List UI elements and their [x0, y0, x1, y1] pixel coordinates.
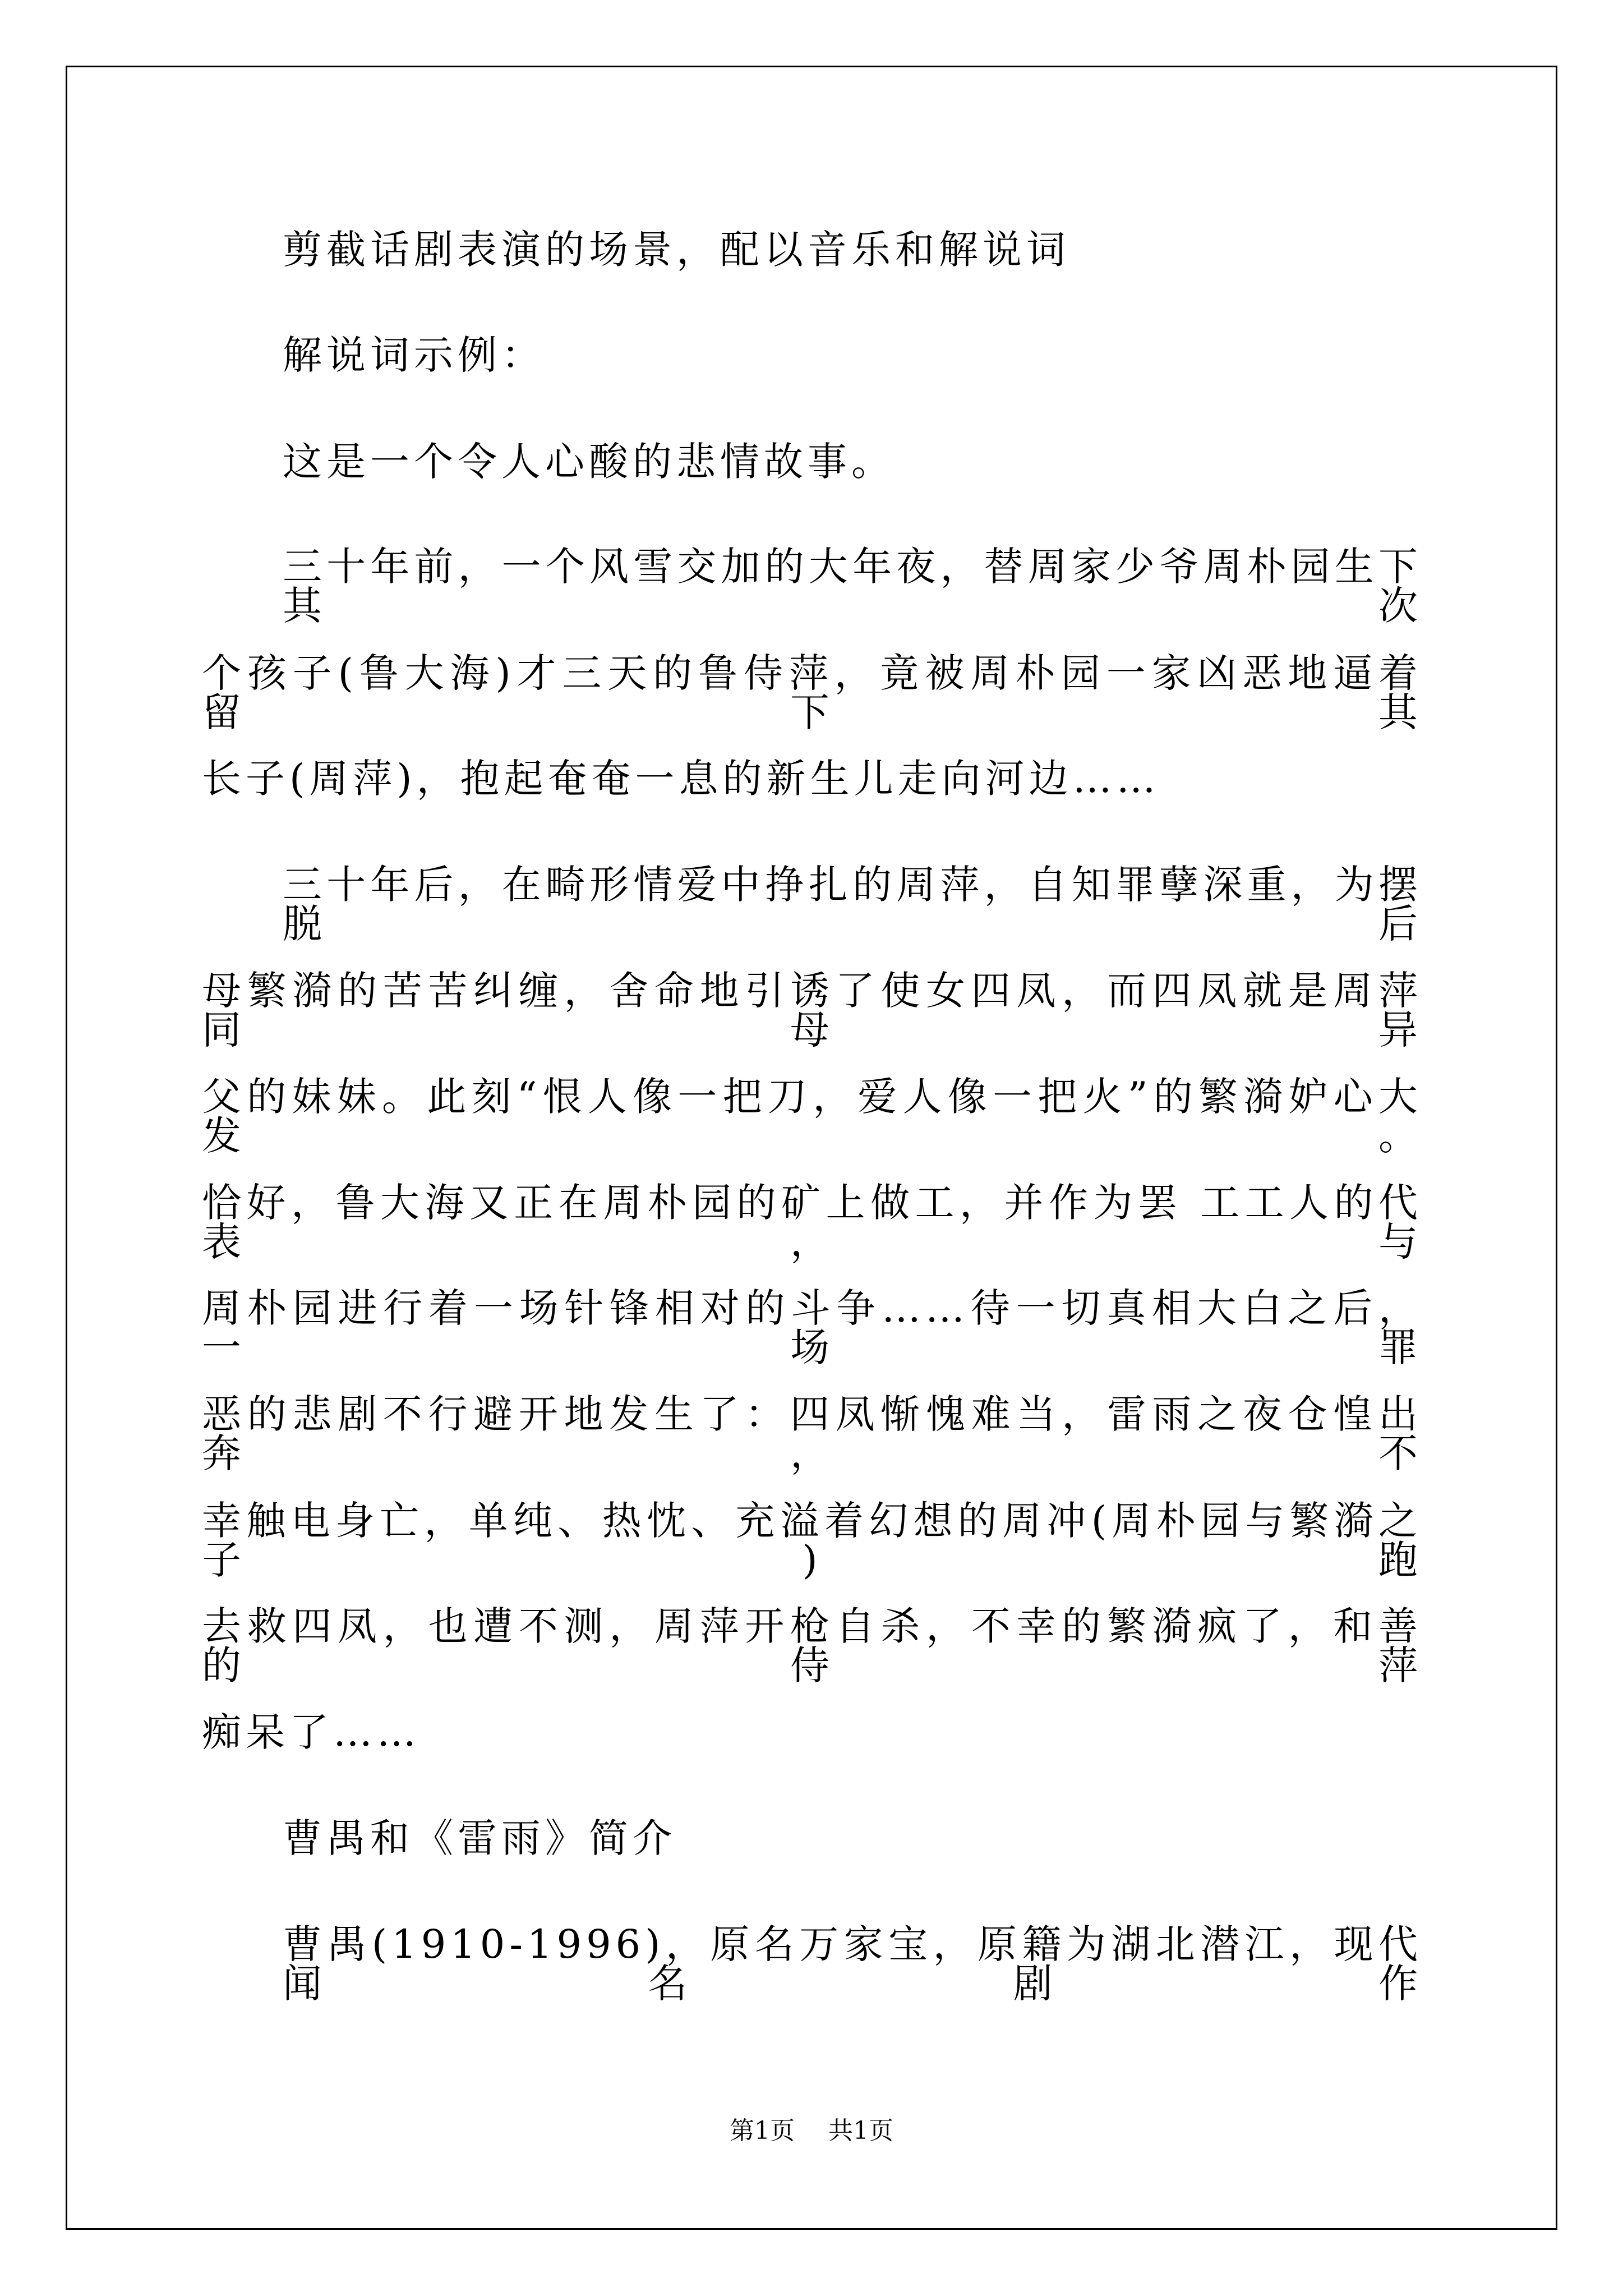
paragraph-line: 周朴园进行着一场针锋相对的斗争……待一切真相大白之后，一场罪 — [202, 1285, 1422, 1370]
paragraph-heading-clip: 剪截话剧表演的场景，配以音乐和解说词 — [283, 227, 1070, 273]
paragraph-line: 母繁漪的苦苦纠缠，舍命地引诱了使女四凤，而四凤就是周萍同母异 — [202, 968, 1422, 1053]
paragraph-line: 三十年前，一个风雪交加的大年夜，替周家少爷周朴园生下其次 — [283, 544, 1422, 629]
paragraph-line: 去救四凤，也遭不测，周萍开枪自杀，不幸的繁漪疯了，和善的侍萍 — [202, 1603, 1422, 1688]
paragraph-line: 幸触电身亡，单纯、热忱、充溢着幻想的周冲(周朴园与繁漪之子)跑 — [202, 1498, 1422, 1583]
paragraph-intro: 这是一个令人心酸的悲情故事。 — [283, 439, 895, 485]
paragraph-line: 曹禺(1910-1996)，原名万家宝，原籍为湖北潜江，现代闻名剧作 — [283, 1921, 1422, 2007]
section-heading: 曹禺和《雷雨》简介 — [283, 1815, 676, 1861]
paragraph-line: 父的妹妹。此刻“恨人像一把刀，爱人像一把火”的繁漪妒心大发。 — [202, 1074, 1422, 1159]
paragraph-line: 三十年后，在畸形情爱中挣扎的周萍，自知罪孽深重，为摆脱后 — [283, 862, 1422, 947]
page-footer — [0, 2116, 1623, 2145]
paragraph-line: 痴呆了…… — [202, 1709, 421, 1755]
paragraph-line: 个孩子(鲁大海)才三天的鲁侍萍，竟被周朴园一家凶恶地逼着留下其 — [202, 650, 1422, 735]
paragraph-line: 恶的悲剧不行避开地发生了：四凤惭愧难当，雷雨之夜仓惶出奔，不 — [202, 1391, 1422, 1476]
paragraph-line: 长子(周萍)，抱起奄奄一息的新生儿走向河边…… — [202, 756, 1160, 802]
page-number-total: 共1页 — [828, 2116, 893, 2145]
paragraph-example-label: 解说词示例： — [283, 332, 545, 378]
paragraph-line: 恰好，鲁大海又正在周朴园的矿上做工，并作为罢 工工人的代表，与 — [202, 1180, 1422, 1265]
page-number-current: 第1页 — [730, 2116, 795, 2145]
